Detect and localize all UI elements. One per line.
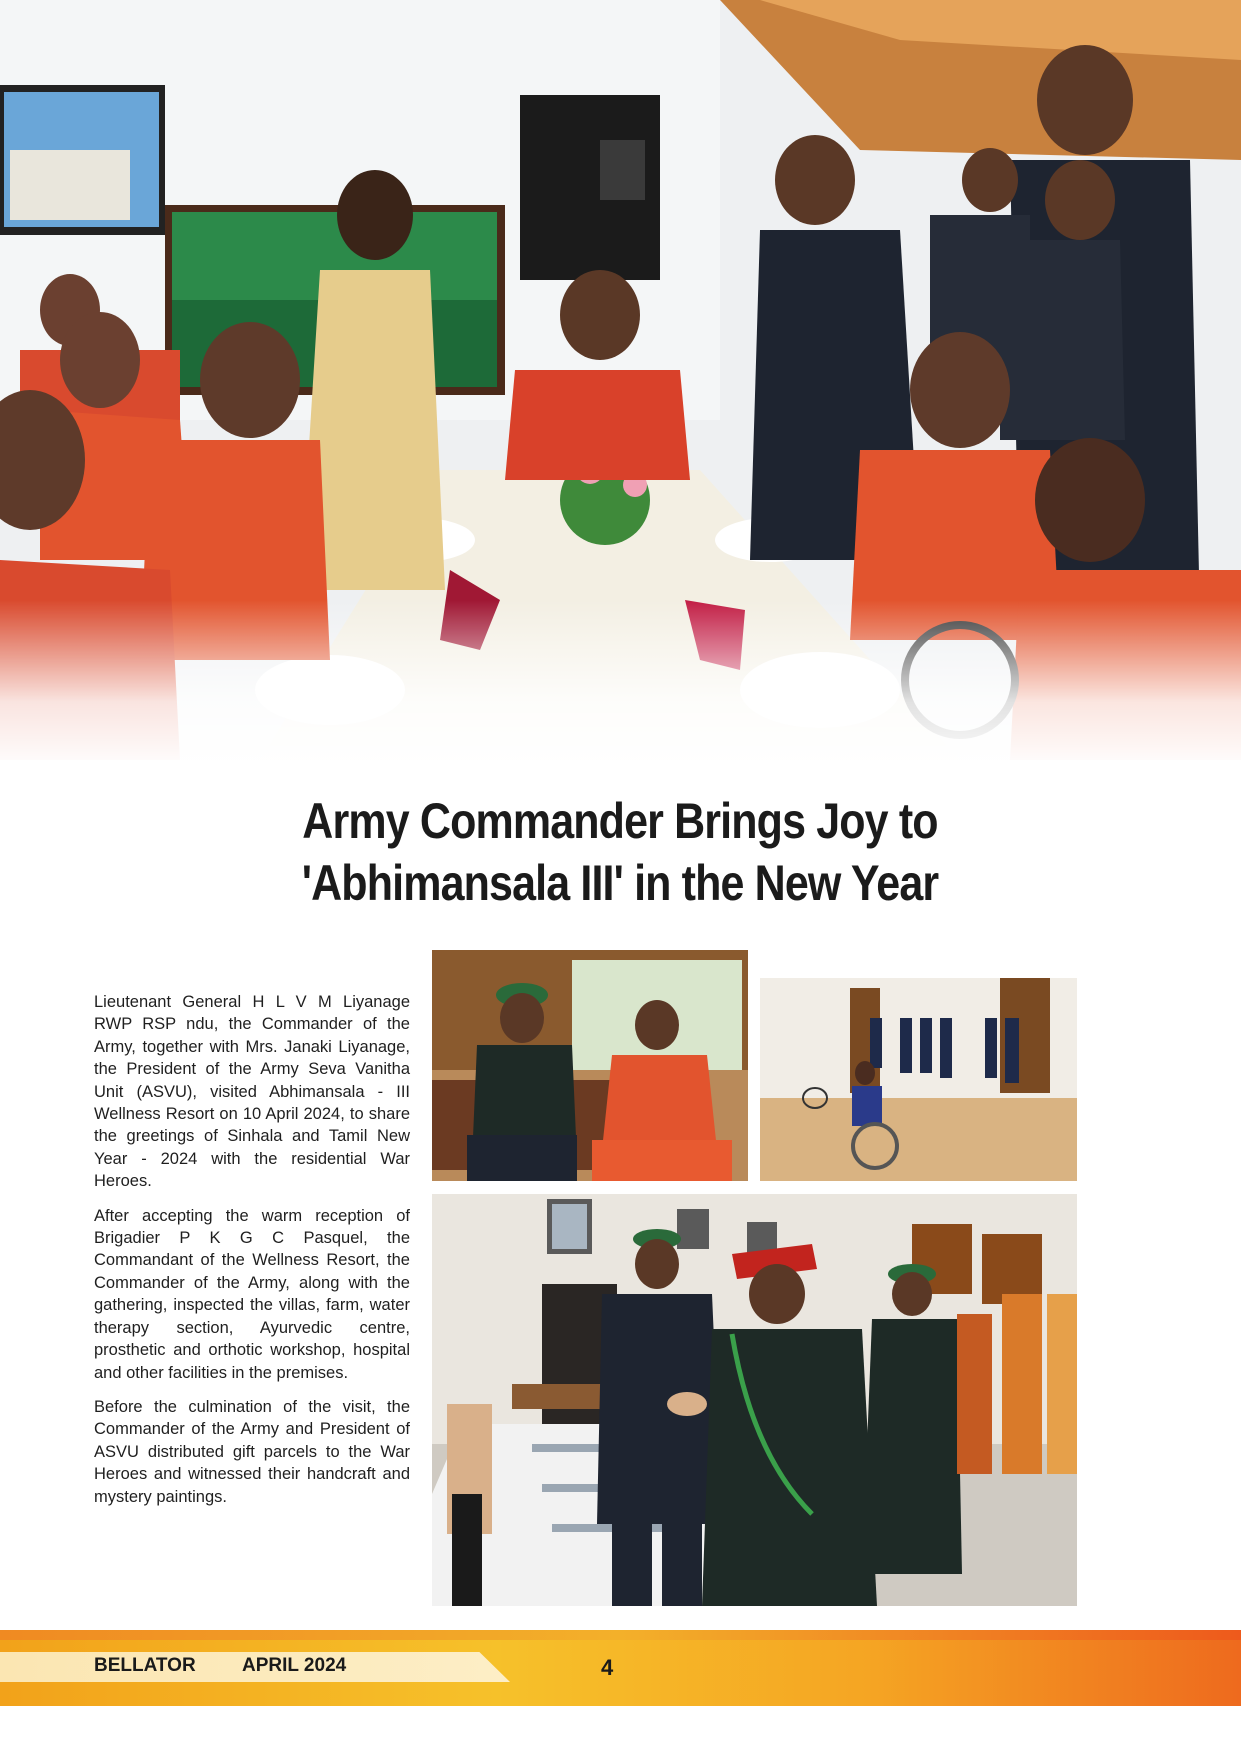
article-body (94, 991, 410, 1520)
photo-prosthetic-workshop (432, 1194, 1077, 1606)
article-headline (190, 790, 1050, 914)
issue-date: APRIL 2024 (242, 1655, 347, 1676)
footer-stripe (0, 1630, 1241, 1640)
hero-fade-overlay (0, 600, 1241, 770)
body-paragraph: Lieutenant General H L V M Liyanage RWP RSP ndu, the Commander of the Army, together with Mrs. Janaki Liyanage, the President of the Army Seva Vanitha Unit (ASVU), visited Abhimansala - III Wellness Resort on 10 April 2024, to share the greetings of Sinhala and Tamil New Year - 2024 with the residential War Heroes. (94, 993, 410, 1191)
headline-line-2: 'Abhimansala III' in the New Year (301, 855, 939, 911)
magazine-name: BELLATOR (94, 1655, 196, 1676)
headline-line-1: Army Commander Brings Joy to (302, 793, 938, 849)
photo-commander-seated (432, 950, 748, 1181)
photo-wheelchair-badminton (760, 978, 1077, 1181)
body-paragraph: Before the culmination of the visit, the Commander of the Army and President of ASVU distributed gift parcels to the War Heroes and witnessed their handcraft and mystery paintings. (94, 1397, 410, 1506)
page-number: 4 (601, 1655, 614, 1680)
body-paragraph: After accepting the warm reception of Brigadier P K G C Pasquel, the Commandant of the Wellness Resort, the Commander of the Army, along with the gathering, inspected the villas, farm, water therapy section, Ayurvedic centre, prosthetic and orthotic workshop, hospital and other facilities in the premises. (94, 1206, 410, 1382)
